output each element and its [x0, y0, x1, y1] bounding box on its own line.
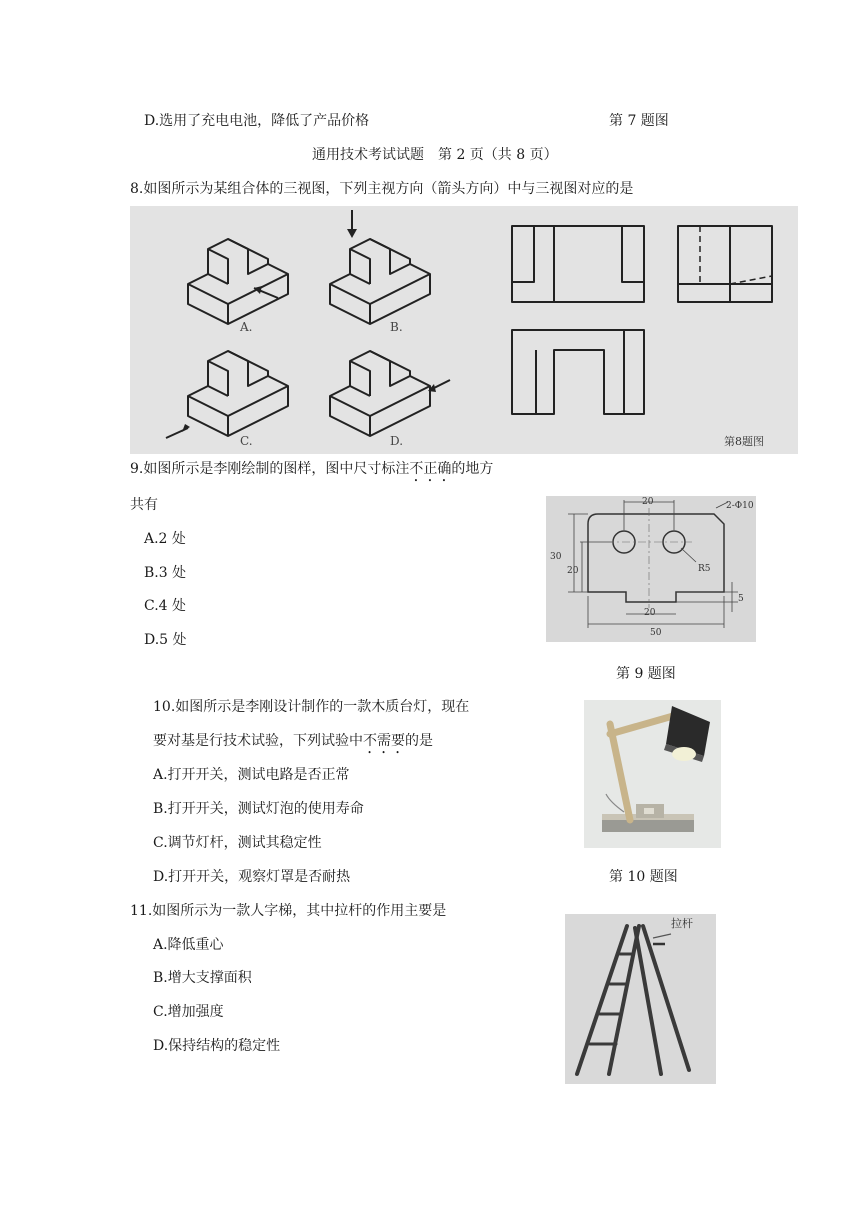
q10-figure — [584, 700, 721, 848]
q10-stem-line2: 要对基是行技术试验，下列试验中不需要的是 — [153, 733, 433, 749]
q9-caption: 第 9 题图 — [616, 666, 676, 682]
q11-option-b: B.增大支撑面积 — [153, 970, 252, 986]
q9-dim-holes: 2-Φ10 — [726, 501, 754, 511]
q9-option-b: B.3 处 — [144, 565, 187, 581]
page-footer: 通用技术考试试题 第 2 页（共 8 页） — [312, 147, 558, 163]
q9-dim-top: 20 — [642, 497, 654, 507]
q10-option-c: C.调节灯杆，测试其稳定性 — [153, 835, 322, 851]
q9-dim-total: 50 — [650, 628, 662, 638]
q10-caption: 第 10 题图 — [609, 869, 678, 885]
q9-dim-notch-width: 20 — [644, 608, 656, 618]
q9-dim-notch-depth: 5 — [738, 594, 744, 604]
q8-label-c: C. — [240, 434, 253, 448]
q9-dim-radius: R5 — [698, 564, 711, 574]
q9-emphasis: 不正确 — [409, 461, 452, 477]
q11-option-a: A.降低重心 — [153, 937, 224, 953]
q11-stem: 11.如图所示为一款人字梯，其中拉杆的作用主要是 — [130, 903, 447, 919]
q10-stem-line1: 10.如图所示是李刚设计制作的一款木质台灯，现在 — [153, 699, 470, 715]
q9-dim-left-inner: 20 — [567, 566, 579, 576]
q9-dim-left-outer: 30 — [550, 552, 562, 562]
q7-caption: 第 7 题图 — [609, 113, 669, 129]
q10-emphasis: 不需要 — [363, 733, 405, 749]
q8-label-d: D. — [390, 434, 404, 448]
q9-option-c: C.4 处 — [144, 598, 187, 614]
q11-figure — [565, 914, 716, 1084]
q9-option-d: D.5 处 — [144, 632, 187, 648]
q10-option-b: B.打开开关，测试灯泡的使用寿命 — [153, 801, 364, 817]
q9-figure — [546, 496, 756, 642]
q11-option-c: C.增加强度 — [153, 1004, 224, 1020]
q11-figure-label: 拉杆 — [671, 917, 693, 930]
q10-option-a: A.打开开关，测试电路是否正常 — [153, 767, 350, 783]
q9-stem-line2: 共有 — [130, 497, 158, 513]
q11-option-d: D.保持结构的稳定性 — [153, 1038, 281, 1054]
q9-option-a: A.2 处 — [144, 531, 186, 547]
q8-label-b: B. — [390, 320, 403, 334]
q9-stem-line1: 9.如图所示是李刚绘制的图样，图中尺寸标注不正确的地方 — [130, 461, 494, 477]
q8-caption: 第8题图 — [724, 435, 764, 448]
q7-option-d: D.选用了充电电池，降低了产品价格 — [144, 113, 370, 129]
q8-figure — [130, 206, 798, 454]
q10-option-d: D.打开开关，观察灯罩是否耐热 — [153, 869, 351, 885]
q8-label-a: A. — [240, 320, 253, 334]
q8-stem: 8.如图所示为某组合体的三视图，下列主视方向（箭头方向）中与三视图对应的是 — [130, 181, 634, 197]
